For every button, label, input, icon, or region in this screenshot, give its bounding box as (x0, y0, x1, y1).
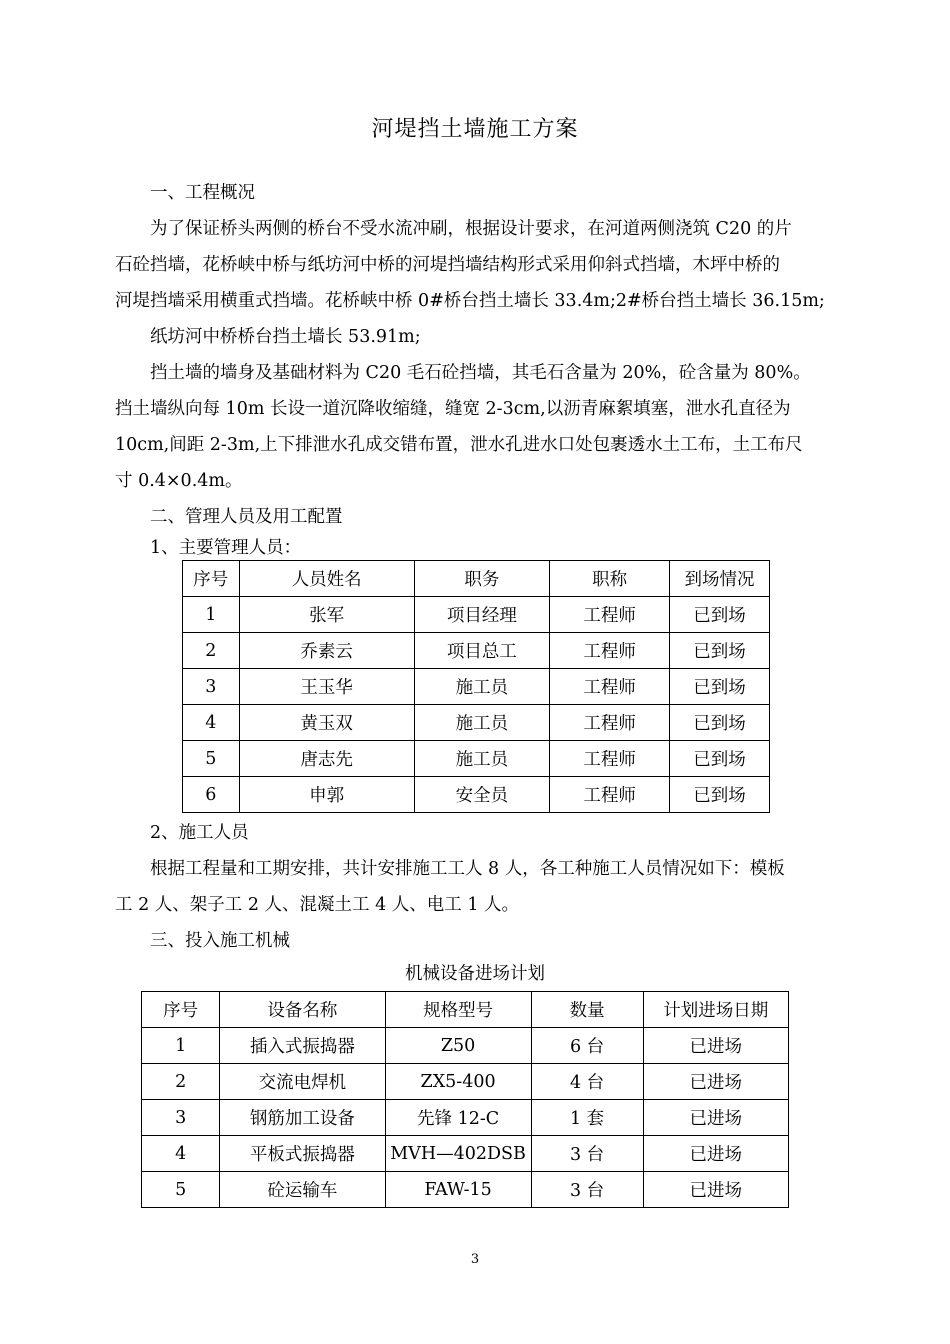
header-cell: 计划进场日期 (643, 992, 788, 1028)
page-number: 3 (470, 1252, 480, 1267)
table-cell: 工程师 (550, 669, 670, 705)
table-cell: 已到场 (669, 741, 769, 777)
table-cell: 平板式振捣器 (220, 1136, 385, 1172)
header-cell: 职务 (414, 561, 550, 597)
table-cell: 1 套 (531, 1100, 643, 1136)
table-row (183, 597, 770, 633)
table-cell: ZX5-400 (385, 1064, 531, 1100)
paragraph-line: 河堤挡墙采用横重式挡墙。花桥峡中桥 0#桥台挡土墙长 33.4m;2#桥台挡土墙长 36.15m; (115, 291, 825, 311)
header-cell: 规格型号 (385, 992, 531, 1028)
paragraph-line: 寸 0.4×0.4m。 (115, 471, 243, 491)
table-cell: 工程师 (550, 741, 670, 777)
table-cell: 钢筋加工设备 (220, 1100, 385, 1136)
paragraph-line: 石砼挡墙，花桥峡中桥与纸坊河中桥的河堤挡墙结构形式采用仰斜式挡墙，木坪中桥的 (115, 255, 780, 275)
header-cell: 设备名称 (220, 992, 385, 1028)
table-cell: 工程师 (550, 633, 670, 669)
table-row (142, 1136, 789, 1172)
table-row (142, 1028, 789, 1064)
header-cell: 序号 (183, 561, 240, 597)
table-cell: 4 (183, 705, 240, 741)
table-cell: 工程师 (550, 597, 670, 633)
section-heading-staffing: 二、管理人员及用工配置 (150, 507, 343, 527)
table-cell: 项目总工 (414, 633, 550, 669)
table-cell: 6 台 (531, 1028, 643, 1064)
paragraph-line: 纸坊河中桥桥台挡土墙长 53.91m; (150, 327, 421, 347)
document-title: 河堤挡土墙施工方案 (371, 117, 579, 142)
header-cell: 序号 (142, 992, 220, 1028)
subheading-workers: 2、施工人员 (150, 823, 249, 843)
section-heading-overview: 一、工程概况 (150, 183, 255, 203)
table-cell: 已进场 (643, 1136, 788, 1172)
table-cell: 4 台 (531, 1064, 643, 1100)
table-row (183, 633, 770, 669)
table-cell: 3 (142, 1100, 220, 1136)
table-cell: 安全员 (414, 777, 550, 813)
table-cell: 张军 (239, 597, 414, 633)
paragraph-line: 10cm,间距 2-3m,上下排泄水孔成交错布置，泄水孔进水口处包裹透水土工布，土工布尺 (115, 435, 803, 455)
table-cell: 已到场 (669, 777, 769, 813)
table-cell: 4 (142, 1136, 220, 1172)
table-cell: 已到场 (669, 669, 769, 705)
table-cell: 3 (183, 669, 240, 705)
table-cell: FAW-15 (385, 1172, 531, 1208)
header-cell: 数量 (531, 992, 643, 1028)
table-cell: 乔素云 (239, 633, 414, 669)
table-cell: 5 (142, 1172, 220, 1208)
paragraph-line: 为了保证桥头两侧的桥台不受水流冲刷，根据设计要求，在河道两侧浇筑 C20 的片 (150, 219, 792, 239)
table-row (142, 1064, 789, 1100)
table-cell: 已进场 (643, 1028, 788, 1064)
paragraph-line: 挡土墙的墙身及基础材料为 C20 毛石砼挡墙，其毛石含量为 20%，砼含量为 80%。 (150, 363, 811, 383)
table-cell: 交流电焊机 (220, 1064, 385, 1100)
staff-table (182, 560, 770, 813)
table-cell: 已进场 (643, 1172, 788, 1208)
table-cell: 6 (183, 777, 240, 813)
table-cell: 5 (183, 741, 240, 777)
table-cell: 施工员 (414, 669, 550, 705)
table-cell: 2 (142, 1064, 220, 1100)
table-cell: 王玉华 (239, 669, 414, 705)
table-cell: 砼运输车 (220, 1172, 385, 1208)
header-cell: 人员姓名 (239, 561, 414, 597)
table-cell: 已进场 (643, 1100, 788, 1136)
paragraph-line: 根据工程量和工期安排，共计安排施工工人 8 人，各工种施工人员情况如下：模板 (150, 859, 785, 879)
table-row (183, 705, 770, 741)
table-cell: 申郭 (239, 777, 414, 813)
table-cell: 1 (142, 1028, 220, 1064)
table-header-row (183, 561, 770, 597)
table-row (142, 1100, 789, 1136)
table-cell: 唐志先 (239, 741, 414, 777)
table-row (142, 1172, 789, 1208)
table-cell: 项目经理 (414, 597, 550, 633)
table-cell: 1 (183, 597, 240, 633)
table-cell: 3 台 (531, 1172, 643, 1208)
table-cell: 已到场 (669, 597, 769, 633)
table-row (183, 741, 770, 777)
table-cell: 插入式振捣器 (220, 1028, 385, 1064)
table-row (183, 777, 770, 813)
table-cell: MVH—402DSB (385, 1136, 531, 1172)
table-cell: 3 台 (531, 1136, 643, 1172)
subheading-managers: 1、主要管理人员： (150, 538, 302, 558)
table-caption: 机械设备进场计划 (405, 964, 545, 984)
table-cell: 施工员 (414, 705, 550, 741)
table-cell: 已到场 (669, 633, 769, 669)
header-cell: 职称 (550, 561, 670, 597)
table-cell: 先锋 12-C (385, 1100, 531, 1136)
table-cell: 施工员 (414, 741, 550, 777)
table-cell: 已到场 (669, 705, 769, 741)
table-cell: 黄玉双 (239, 705, 414, 741)
paragraph-line: 工 2 人、架子工 2 人、混凝土工 4 人、电工 1 人。 (115, 895, 520, 915)
machine-table (141, 991, 789, 1208)
section-heading-machinery: 三、投入施工机械 (150, 931, 290, 951)
table-header-row (142, 992, 789, 1028)
table-cell: 工程师 (550, 777, 670, 813)
table-cell: 已进场 (643, 1064, 788, 1100)
table-cell: 工程师 (550, 705, 670, 741)
table-row (183, 669, 770, 705)
table-cell: 2 (183, 633, 240, 669)
paragraph-line: 挡土墙纵向每 10m 长设一道沉降收缩缝，缝宽 2-3cm,以沥青麻絮填塞，泄水孔直径为 (115, 399, 791, 419)
table-cell: Z50 (385, 1028, 531, 1064)
header-cell: 到场情况 (669, 561, 769, 597)
